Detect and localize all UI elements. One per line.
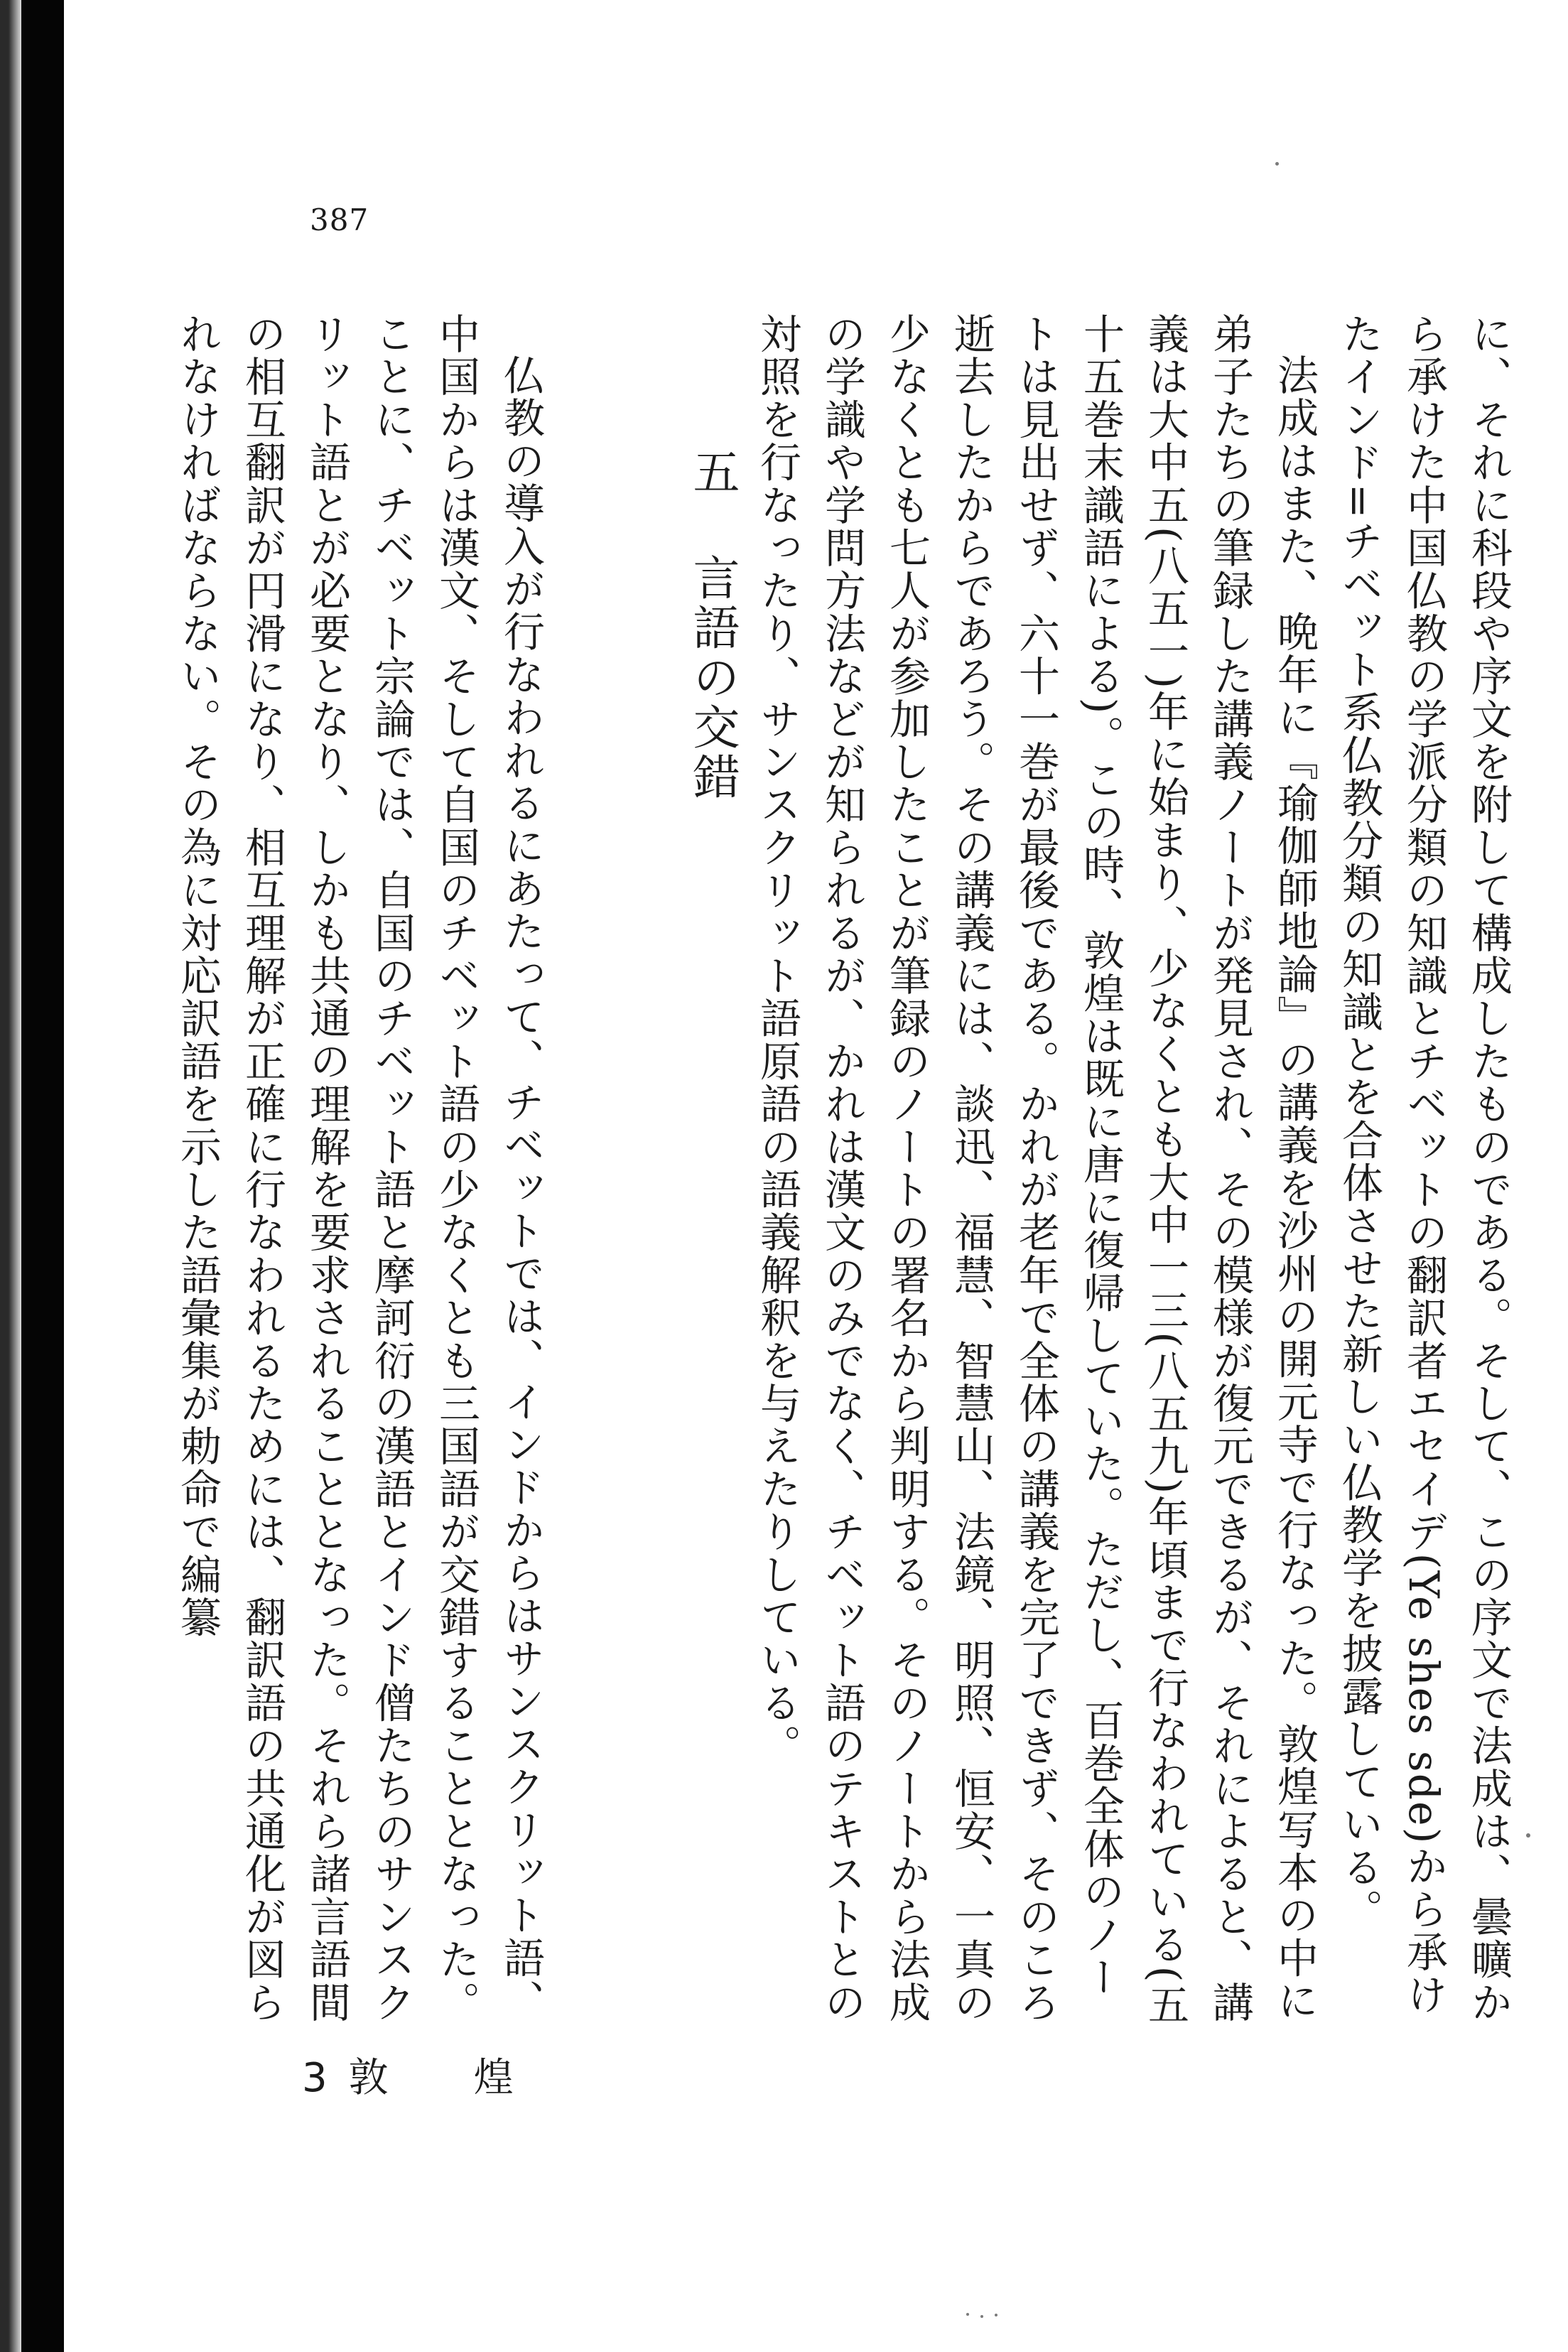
scan-speck: [995, 2314, 997, 2316]
paragraph-fasei-lectures: 法成はまた、晩年に『瑜伽師地論』の講義を沙州の開元寺で行なった。敦煌写本の中に弟子たちの筆録した講義ノートが発見され、その模様が復元できるが、それによると、講義は大中五(八五一)年に始まり、少なくとも大中一三(八五九)年頃まで行なわれている(五十五巻末識語による)。この時、敦煌は既に唐に復帰していた。ただし、百巻全体のノートは見出せず、六十一巻が最後である。かれが老年で全体の講義を完了できず、そのころ逝去したからであろう。その講義には、談迅、福慧、智慧山、法鏡、明照、恒安、一真の少なくとも七人が参加したことが筆録のノートの署名から判明する。そのノートから法成の学識や学問方法などが知られるが、かれは漢文のみでなく、チベット語のテキストとの対照を行なったり、サンスクリット語原語の語義解釈を与えたりしている。: [753, 313, 1319, 2027]
scan-binding-bar: [21, 0, 64, 2352]
running-footer: [302, 2046, 514, 2103]
paragraph-language-intersection: 仏教の導入が行なわれるにあたって、チベットでは、インドからはサンスクリット語、中国からは漢文、そして自国のチベット語の少なくとも三国語が交錯することとなった。ことに、チベット宗論では、自国のチベット語と摩訶衍の漢語とインド僧たちのサンスクリット語とが必要となり、しかも共通の理解を要求されることとなった。それら諸言語間の相互翻訳が円滑になり、相互理解が正確に行なわれるためには、翻訳語の共通化が図られなければならない。その為に対応訳語を示した語彙集が勅命で編纂: [173, 313, 545, 2024]
section-heading-number: 五: [685, 448, 740, 497]
section-heading: [553, 313, 745, 2039]
scan-speck: [966, 2313, 969, 2316]
body-text: [173, 313, 1520, 2039]
scan-speck: [1526, 1833, 1530, 1838]
footer-chapter-title-second: 煌: [473, 2055, 514, 2101]
page-number: 387: [310, 203, 369, 237]
paragraph-continuation: に、それに科段や序文を附して構成したものである。そして、この序文で法成は、曇曠から承けた中国仏教の学派分類の知識とチベットの翻訳者エセイデ(Ye shes sde)から承けたインド=チベット系仏教分類の知識とを合体させた新しい仏教学を披露している。: [1335, 313, 1513, 2024]
scan-speck: [1275, 162, 1279, 166]
scan-speck: [980, 2315, 983, 2318]
scan-edge-shadow: [0, 0, 21, 2352]
section-heading-title: 言語の交錯: [685, 554, 740, 803]
footer-chapter-title-first: 敦: [348, 2055, 389, 2101]
footer-chapter-number: 3: [302, 2055, 328, 2101]
